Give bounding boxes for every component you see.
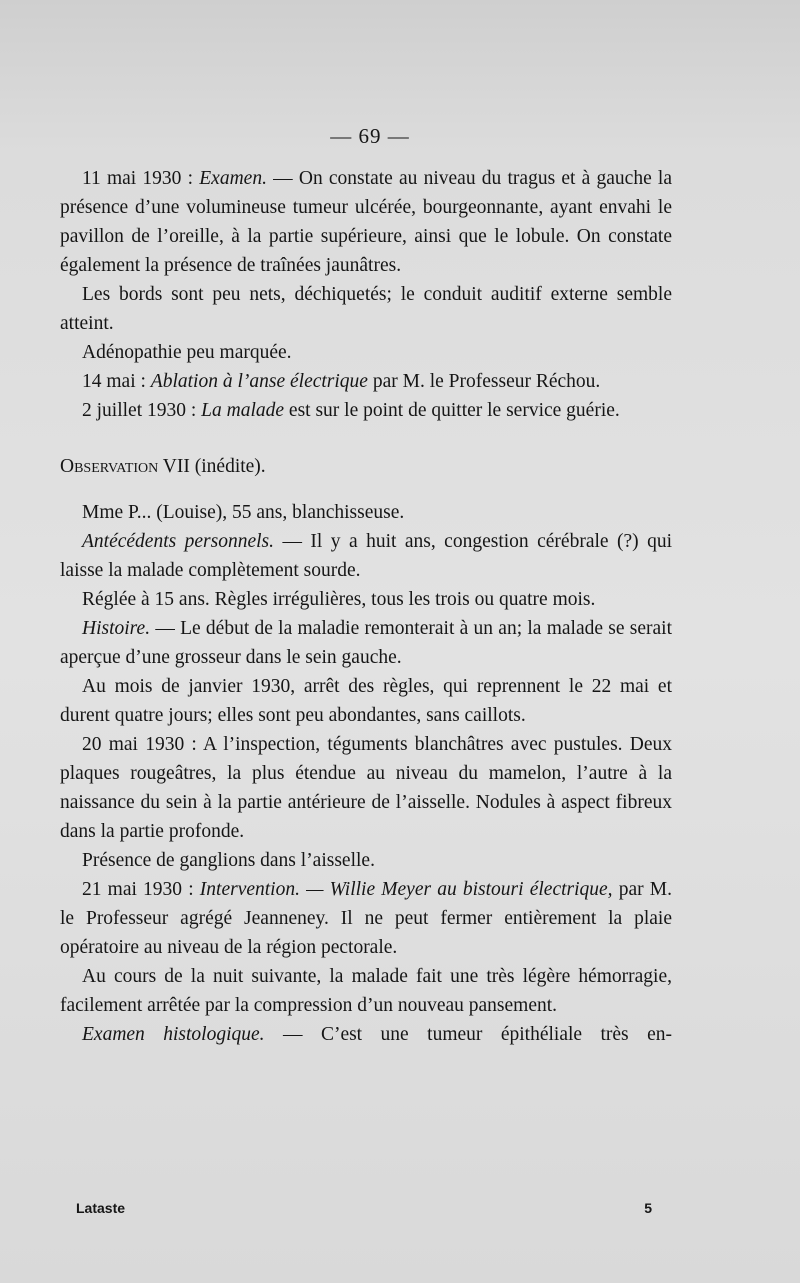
paragraph-patient: Mme P... (Louise), 55 ans, blanchisseuse. [82, 502, 405, 523]
observation-heading [60, 452, 672, 481]
paragraph-text: est sur le point de quitter le service guérie. [284, 400, 620, 421]
paragraph-text: par M. le Professeur agrégé Jeanneney. Il ne peut fermer entièrement la plaie opératoire au niveau de la région pectorale. [60, 879, 672, 958]
paragraph-text: — C’est une tumeur épithéliale très en- [264, 1024, 672, 1045]
paragraph-text: — Il y a huit ans, congestion cérébrale (?) qui laisse la malade complètement sourde. [60, 531, 673, 581]
paragraph-text: — Le début de la maladie remonterait à un an; la malade se serait aperçue d’une grosseur dans le sein gauche. [60, 618, 672, 668]
paragraph-text: par M. le Professeur Réchou. [367, 371, 601, 392]
paragraph-discharge [60, 396, 672, 425]
heading-smallcaps: Observation [60, 456, 159, 477]
paragraph-hemorrhage: Au cours de la nuit suivante, la malade fait une très légère hémorragie, facilement arrêtée par la compression d’un nouveau pansement. [60, 966, 672, 1016]
paragraph-inspection: 20 mai 1930 : A l’inspection, téguments blanchâtres avec pustules. Deux plaques rougeâtres, la plus étendue au niveau du mamelon, l’autre à la naissance du sein à la partie antérieure de l’aisselle. Nodules à aspect fibreux dans la partie profonde. [60, 734, 672, 842]
date: 2 juillet 1930 : [82, 400, 202, 421]
paragraph-menses: Réglée à 15 ans. Règles irrégulières, tous les trois ou quatre mois. [82, 589, 596, 610]
paragraph-january: Au mois de janvier 1930, arrêt des règles, qui reprennent le 22 mai et durent quatre jours; elles sont peu abondantes, sans caillots. [60, 676, 672, 726]
date: 21 mai 1930 : [82, 879, 200, 900]
paragraph-histology [60, 1020, 672, 1049]
page-number: — 69 — [330, 124, 410, 148]
italic-label: Examen. [199, 168, 267, 189]
heading-rest: VII (inédite). [158, 456, 266, 477]
paragraph-adenopathy: Adénopathie peu marquée. [82, 342, 292, 363]
paragraph-text: — On constate au niveau du tragus et à gauche la présence d’une volumineuse tumeur ulcérée, bourgeonnante, ayant envahi le pavillon de l’oreille, à la partie supérieure, ainsi que le lobule. On constate également la présence de traînées jaunâtres. [60, 168, 672, 276]
italic-label: La malade [201, 400, 285, 421]
paragraph-edges: Les bords sont peu nets, déchiquetés; le conduit auditif externe semble atteint. [60, 284, 672, 334]
italic-label: Intervention. — Willie Meyer au bistouri électrique, [199, 879, 613, 900]
italic-label: Histoire. [82, 618, 151, 639]
date: 14 mai : [82, 371, 151, 392]
body-text [60, 164, 672, 1049]
italic-label: Ablation à l’anse électrique [150, 371, 368, 392]
paragraph-history-personal [60, 527, 672, 585]
footer-sheet-number: 5 [644, 1200, 652, 1216]
paragraph-history [60, 614, 672, 672]
italic-label: Examen histologique. [82, 1024, 265, 1045]
paragraph-ablation [60, 367, 672, 396]
italic-label: Antécédents personnels. [82, 531, 275, 552]
date: 11 mai 1930 : [82, 168, 200, 189]
page-footer [76, 1200, 652, 1216]
paragraph-ganglions: Présence de ganglions dans l’aisselle. [82, 850, 375, 871]
footer-signature: Lataste [76, 1200, 126, 1216]
paragraph-intervention [60, 875, 672, 962]
paragraph-exam [60, 164, 672, 280]
